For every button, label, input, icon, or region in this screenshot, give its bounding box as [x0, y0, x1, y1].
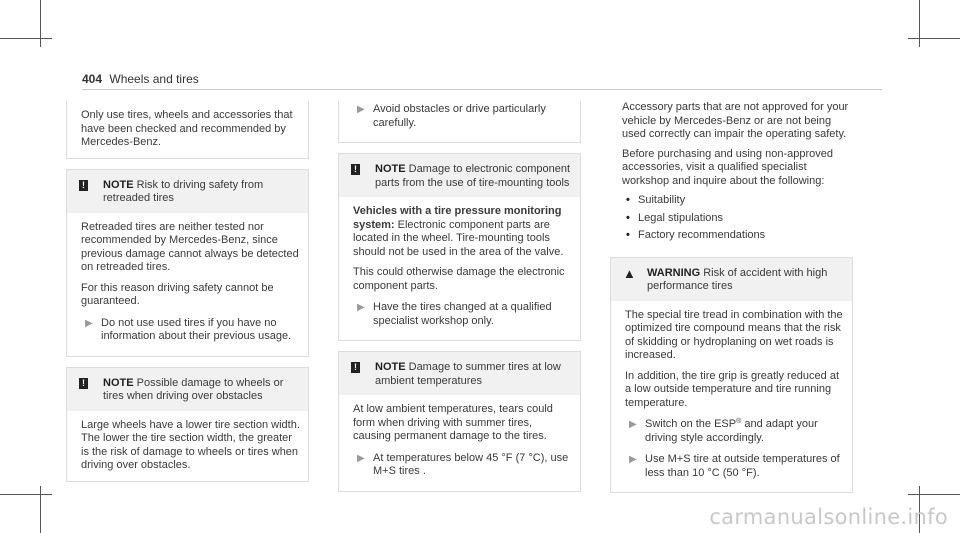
- action-step: [353, 301, 572, 328]
- action-text: Do not use used tires if you have no information about their previous usage.: [101, 316, 292, 342]
- page-header: [82, 72, 199, 86]
- bullet-item: [626, 229, 849, 243]
- column-3: [610, 101, 853, 503]
- section-title: Wheels and tires: [109, 72, 199, 86]
- intro-text: Only use tires, wheels and accessories that have been checked and recommended by Mercedes-Benz.: [81, 109, 293, 148]
- note-header: [339, 154, 580, 197]
- crop-mark: [0, 38, 52, 39]
- action-step: [625, 453, 844, 480]
- arrow-right-icon: ▶: [357, 452, 365, 464]
- action-box: [338, 101, 581, 143]
- exclamation-icon: !: [351, 164, 360, 175]
- action-text: Avoid obstacles or drive particularly carefully.: [373, 103, 546, 129]
- exclamation-icon: !: [351, 362, 360, 373]
- note-label: NOTE: [103, 376, 134, 389]
- registered-mark: ®: [736, 418, 742, 425]
- watermark: carmanualsonline.info: [709, 505, 948, 529]
- warning-header: [611, 258, 852, 301]
- bullet-icon: •: [626, 229, 630, 241]
- crop-mark: [919, 0, 920, 47]
- note-label: NOTE: [103, 178, 134, 191]
- header-rule: [82, 89, 882, 90]
- bullet-icon: •: [626, 211, 630, 224]
- accessory-text: [610, 101, 853, 243]
- note-title: Possible damage to wheels or tires when driving over obstacles: [103, 376, 284, 402]
- arrow-right-icon: ▶: [357, 104, 365, 115]
- arrow-right-icon: ▶: [629, 454, 637, 465]
- bullet-item: [626, 212, 849, 226]
- note-electronic-components: [338, 153, 581, 341]
- bullet-item: [626, 194, 849, 208]
- note-paragraph: Retreaded tires are neither tested nor recommended by Mercedes-Benz, since previous damage cannot always be detected on retreaded tires.: [81, 220, 299, 273]
- action-step: [353, 103, 572, 130]
- note-title: Risk to driving safety from retreaded tires: [103, 178, 264, 204]
- note-obstacles: [66, 367, 309, 482]
- bullet-icon: •: [626, 194, 630, 206]
- note-paragraph: [353, 205, 572, 259]
- note-header: [67, 170, 308, 213]
- note-paragraph: Large wheels have a lower tire section width. The lower the tire section width, the greater is the risk of damage to wheels or tires when driving over obstacles.: [81, 418, 300, 471]
- action-text-part: and adapt your driving style accordingly.: [645, 418, 818, 444]
- bullet-text: Suitability: [638, 194, 686, 206]
- note-title: Damage to electronic component parts from the use of tire-mounting tools: [375, 163, 571, 189]
- note-retreaded-tires: [66, 169, 309, 357]
- body-paragraph: Before purchasing and using non-approved accessories, visit a qualified specialist workshop and inquire about the following:: [622, 147, 833, 187]
- arrow-right-icon: ▶: [629, 419, 637, 430]
- action-text: Use M+S tire at outside temperatures of less than 10 °C (50 °F).: [645, 453, 840, 479]
- intro-box: [66, 101, 309, 159]
- arrow-right-icon: ▶: [357, 302, 365, 313]
- bullet-text: Legal stipulations: [638, 211, 724, 224]
- action-text-part: Switch on the ESP: [645, 418, 737, 430]
- note-paragraph: For this reason driving safety cannot be guaranteed.: [81, 281, 274, 307]
- note-header: [67, 368, 308, 411]
- note-label: NOTE: [375, 163, 406, 175]
- crop-mark: [908, 38, 960, 39]
- arrow-right-icon: ▶: [85, 317, 93, 329]
- note-title: Damage to summer tires at low ambient temperatures: [375, 361, 561, 387]
- body-paragraph: Accessory parts that are not approved for your vehicle by Mercedes-Benz or are not being used correctly can impair the operating safety.: [622, 101, 849, 140]
- exclamation-icon: !: [79, 180, 88, 191]
- crop-mark: [0, 494, 52, 495]
- warning-paragraph: In addition, the tire grip is greatly reduced at a low outside temperature and tire running temperature.: [625, 369, 840, 409]
- exclamation-icon: !: [79, 378, 88, 389]
- note-text: Electronic component parts are located in the wheel. Tire-mounting tools should not be used in the area of the valve.: [353, 218, 564, 258]
- bold-lead: Vehicles with a tire pressure monitoring system:: [353, 205, 562, 231]
- action-step: [625, 418, 844, 445]
- note-header: [339, 352, 580, 395]
- column-1: [66, 101, 309, 492]
- action-text: Have the tires changed at a qualified specialist workshop only.: [373, 301, 552, 327]
- warning-paragraph: The special tire tread in combination with the optimized tire compound means that the risk of skidding or hydroplaning on wet roads is increased.: [625, 308, 843, 361]
- page-number: 404: [82, 72, 103, 86]
- action-text: [645, 418, 844, 445]
- crop-mark: [40, 0, 41, 47]
- warning-label: WARNING: [647, 266, 701, 279]
- note-paragraph: At low ambient temperatures, tears could form when driving with summer tires, causing permanent damage to the tires.: [353, 403, 553, 442]
- warning-performance-tires: [610, 257, 853, 494]
- column-2: [338, 101, 581, 502]
- warning-triangle-icon: ▲: [623, 265, 636, 281]
- bullet-text: Factory recommendations: [638, 229, 766, 241]
- action-step: [353, 452, 572, 479]
- note-paragraph: This could otherwise damage the electronic component parts.: [353, 266, 565, 292]
- note-summer-tires: [338, 351, 581, 492]
- note-label: NOTE: [375, 361, 406, 373]
- action-step: [81, 317, 300, 344]
- warning-title: Risk of accident with high performance tires: [647, 266, 828, 292]
- action-text: At temperatures below 45 °F (7 °C), use M+S tires .: [373, 451, 569, 477]
- crop-mark: [908, 494, 960, 495]
